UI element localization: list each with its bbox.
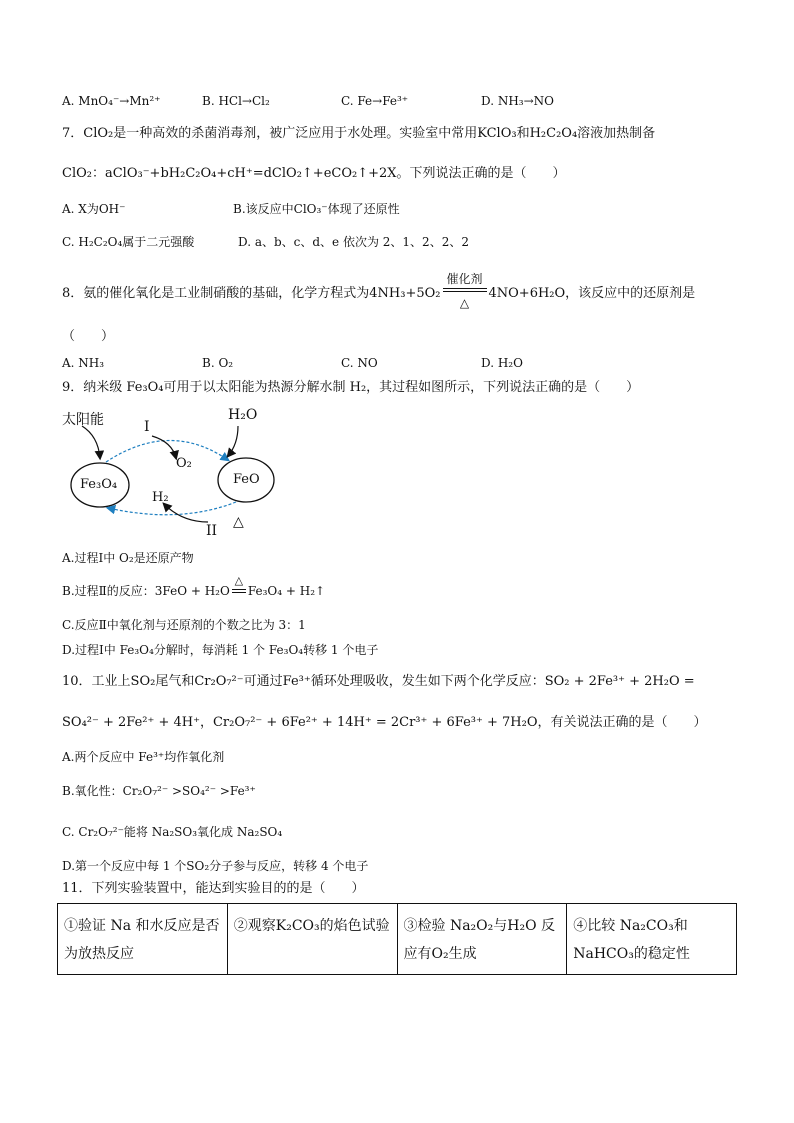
o2-release-arrow [152, 436, 176, 458]
q8-option-d: D. H₂O [481, 356, 523, 370]
q9-option-b-condition [230, 574, 248, 600]
step2-label: II [206, 523, 218, 539]
q9-option-b [62, 574, 326, 600]
q7-stem-line2: ClO₂：aClO₃⁻+bH₂C₂O₄+cH⁺=dClO₂↑+eCO₂↑+2X。下列说法正确的是（ ） [62, 166, 566, 181]
q9-option-d: D.过程Ⅰ中 Fe₃O₄分解时，每消耗 1 个 Fe₃O₄转移 1 个电子 [62, 643, 379, 657]
q8-stem-post: 4NO+6H₂O，该反应中的还原剂是 [488, 286, 696, 301]
feo-label: FeO [233, 472, 260, 487]
q10-option-d: D.第一个反应中每 1 个SO₂分子参与反应，转移 4 个电子 [62, 859, 369, 873]
q8-option-a: A. NH₃ [62, 356, 105, 370]
q10-stem-line1: 10．工业上SO₂尾气和Cr₂O₇²⁻可通过Fe³⁺循环处理吸收，发生如下两个化学反应：SO₂ + 2Fe³⁺ + 2H₂O = [62, 674, 695, 689]
q11-cell-3: ③检验 Na₂O₂与H₂O 反应有O₂生成 [397, 904, 567, 975]
q11-cell-1: ①验证 Na 和水反应是否为放热反应 [58, 904, 228, 975]
q10-option-a: A.两个反应中 Fe³⁺均作氧化剂 [62, 750, 225, 764]
q6-option-a: A. MnO₄⁻→Mn²⁺ [62, 94, 161, 108]
q11-experiment-table [57, 903, 737, 975]
step1-label: I [144, 419, 150, 435]
q7-option-b: B.该反应中ClO₃⁻体现了还原性 [233, 202, 400, 216]
q10-option-b: B.氧化性：Cr₂O₇²⁻ >SO₄²⁻ >Fe³⁺ [62, 784, 256, 798]
q7-option-d: D. a、b、c、d、e 依次为 2、1、2、2、2 [238, 235, 469, 249]
q8-reaction-condition [441, 272, 489, 310]
q6-option-d: D. NH₃→NO [481, 94, 554, 108]
q8-option-c: C. NO [341, 356, 378, 370]
q8-heat-symbol: △ [459, 296, 470, 310]
q10-stem-line2: SO₄²⁻ + 2Fe²⁺ + 4H⁺，Cr₂O₇²⁻ + 6Fe²⁺ + 14H⁺ = 2Cr³⁺ + 6Fe³⁺ + 7H₂O，有关说法正确的是（ ） [62, 715, 707, 730]
q8-stem-pre: 8．氨的催化氧化是工业制硝酸的基础，化学方程式为4NH₃+5O₂ [62, 286, 441, 301]
h2-release-arrow [164, 504, 208, 522]
q8-answer-paren: （ ） [62, 329, 115, 344]
q8-option-b: B. O₂ [202, 356, 234, 370]
q8-stem [62, 272, 696, 310]
q9-option-c: C.反应Ⅱ中氧化剂与还原剂的个数之比为 3：1 [62, 618, 306, 632]
sun-label: 太阳能 [62, 412, 104, 428]
q6-option-b: B. HCl→Cl₂ [202, 94, 270, 108]
h2o-label: H₂O [228, 407, 258, 423]
sun-arrow [82, 426, 100, 458]
q11-stem: 11．下列实验装置中，能达到实验目的的是（ ） [62, 881, 365, 896]
step2-dashed-arrow [108, 502, 236, 515]
q9-option-b-pre: B.过程Ⅱ的反应：3FeO + H₂O [62, 584, 230, 598]
q9-option-b-heat: △ [234, 574, 244, 587]
h2-label: H₂ [152, 490, 169, 505]
h2o-input-arrow [228, 426, 238, 456]
q9-stem: 9．纳米级 Fe₃O₄可用于以太阳能为热源分解水制 H₂，其过程如图所示，下列说法正确的是（ ） [62, 380, 640, 395]
q8-catalyst-label: 催化剂 [446, 272, 483, 286]
q6-option-c: C. Fe→Fe³⁺ [341, 94, 409, 108]
q9-option-b-post: Fe₃O₄ + H₂↑ [247, 584, 326, 598]
heat-label: △ [233, 514, 244, 530]
q11-cell-4: ④比较 Na₂CO₃和 NaHCO₃的稳定性 [567, 904, 737, 975]
q7-option-c: C. H₂C₂O₄属于二元强酸 [62, 235, 195, 249]
q7-stem-line1: 7．ClO₂是一种高效的杀菌消毒剂，被广泛应用于水处理。实验室中常用KClO₃和H₂C₂O₄溶液加热制备 [62, 126, 656, 141]
q10-option-c: C. Cr₂O₇²⁻能将 Na₂SO₃氧化成 Na₂SO₄ [62, 825, 283, 839]
fe3o4-label: Fe₃O₄ [80, 477, 118, 492]
table-row [58, 904, 737, 975]
q9-option-a: A.过程Ⅰ中 O₂是还原产物 [62, 551, 194, 565]
q7-option-a: A. X为OH⁻ [62, 202, 126, 216]
o2-label: O₂ [176, 456, 192, 471]
q11-cell-2: ②观察K₂CO₃的焰色试验 [227, 904, 397, 975]
